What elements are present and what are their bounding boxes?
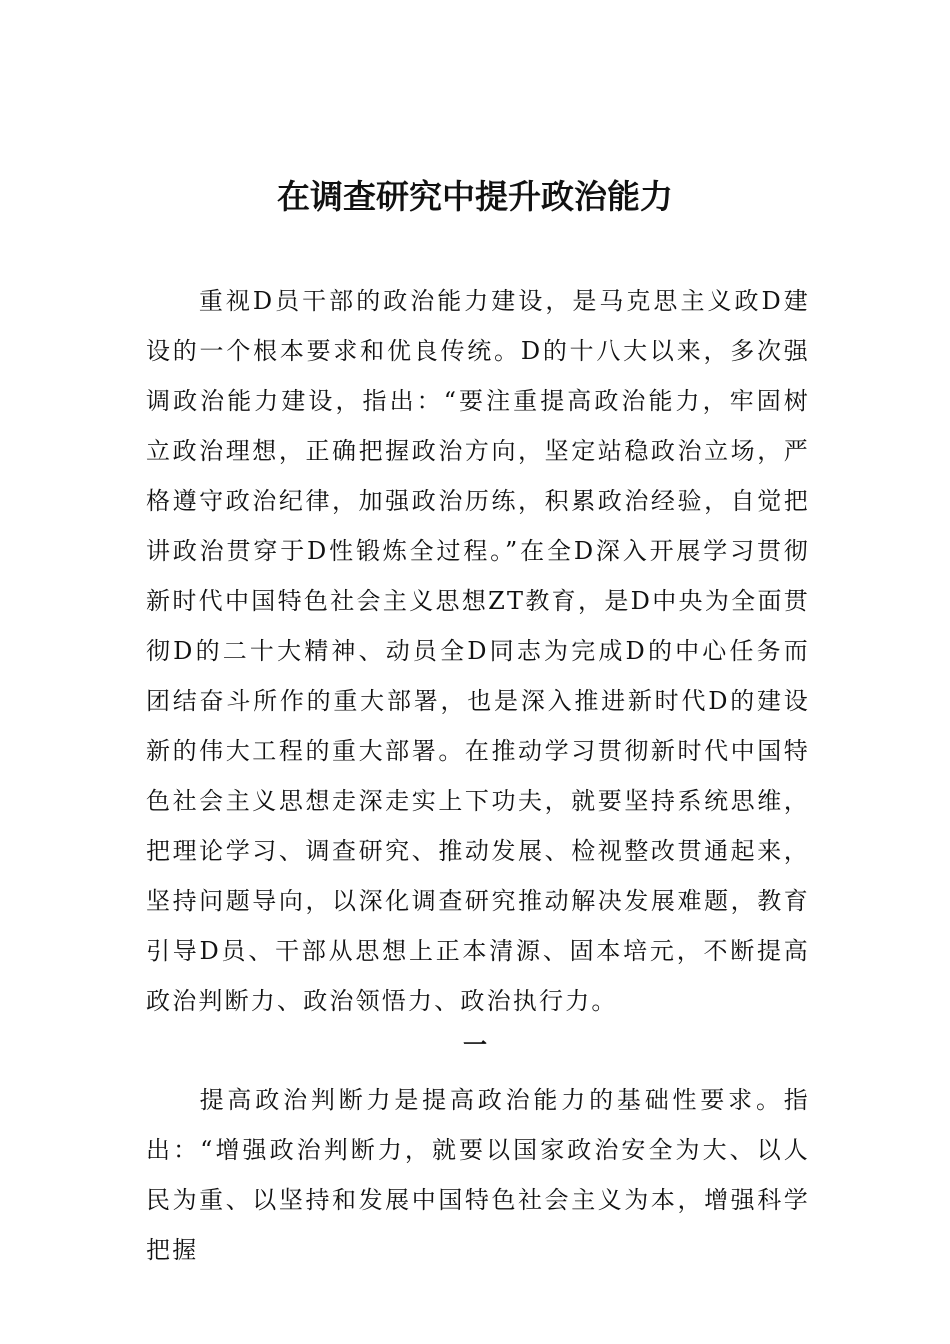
document-title: 在调查研究中提升政治能力 [277,177,673,216]
body-paragraph-1 [146,276,810,1026]
paragraph-2-text: 提高政治判断力是提高政治能力的基础性要求。指出：“增强政治判断力，就要以国家政治安全为大、以人民为重、以坚持和发展中国特色社会主义为本，增强科学把握 [146,1086,810,1264]
section-number: 一 [463,1030,487,1059]
paragraph-1-text: 重视D员干部的政治能力建设，是马克思主义政D建设的一个根本要求和优良传统。D的十八大以来，多次强调政治能力建设，指出：“要注重提高政治能力，牢固树立政治理想，正确把握政治方向，坚定站稳政治立场，严格遵守政治纪律，加强政治历练，积累政治经验，自觉把讲政治贯穿于D性锻炼全过程。”在全D深入开展学习贯彻新时代中国特色社会主义思想ZT教育，是D中央为全面贯彻D的二十大精神、动员全D同志为完成D的中心任务而团结奋斗所作的重大部署，也是深入推进新时代D的建设新的伟大工程的重大部署。在推动学习贯彻新时代中国特色社会主义思想走深走实上下功夫，就要坚持系统思维，把理论学习、调查研究、推动发展、检视整改贯通起来，坚持问题导向，以深化调查研究推动解决发展难题，教育引导D员、干部从思想上正本清源、固本培元，不断提高政治判断力、政治领悟力、政治执行力。 [146,287,810,1015]
body-paragraph-2 [146,1075,810,1275]
